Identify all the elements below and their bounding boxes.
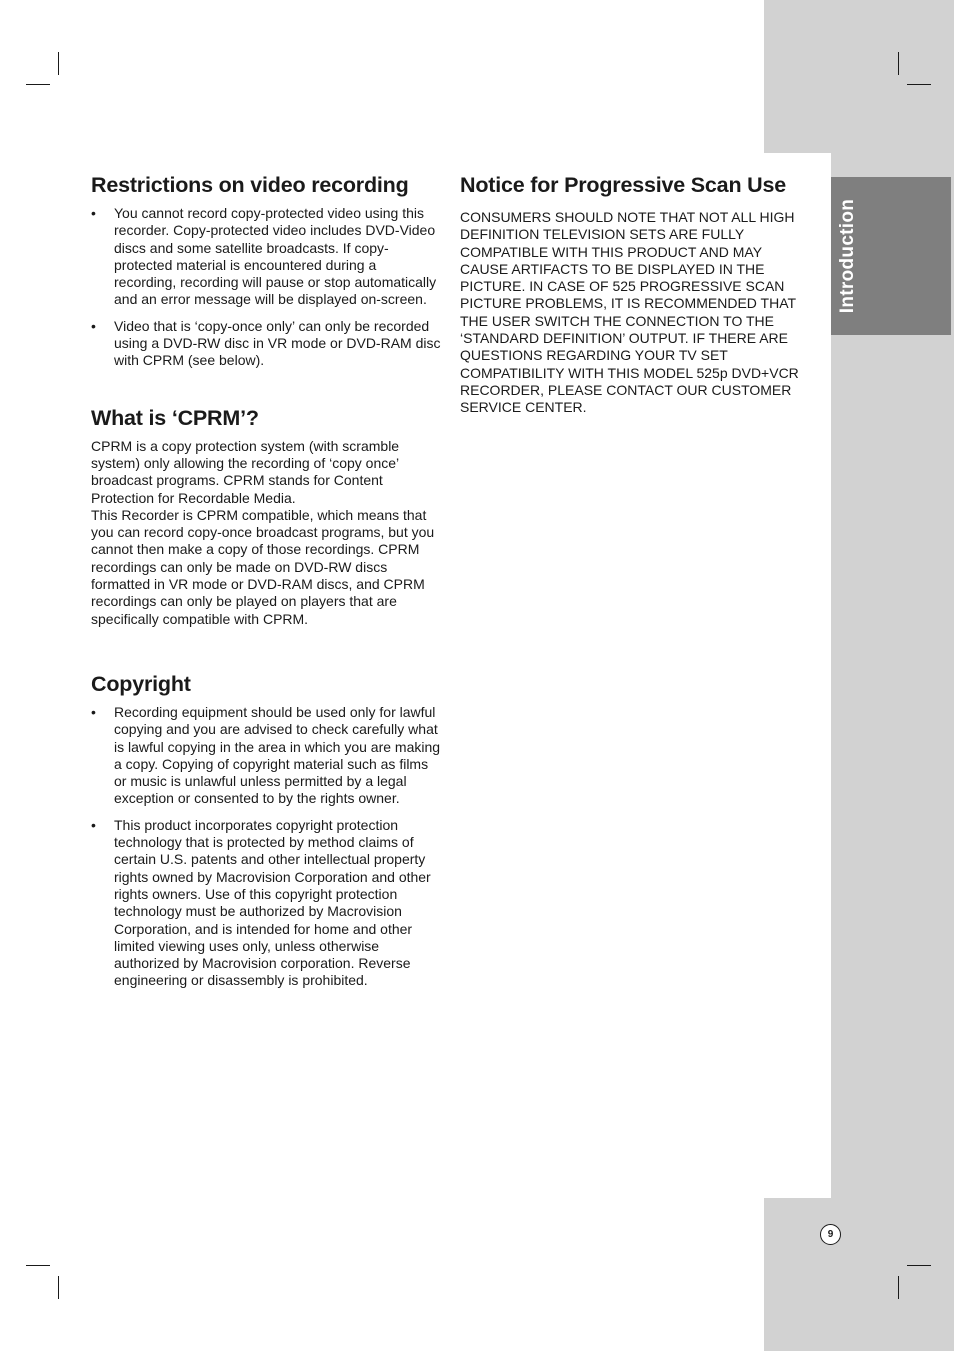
list-item <box>91 205 441 309</box>
list-item <box>91 704 441 808</box>
crop-mark <box>58 52 59 75</box>
restrictions-list <box>91 205 441 370</box>
progressive-scan-heading: Notice for Progressive Scan Use <box>460 173 786 197</box>
list-item-text: This product incorporates copyright protection technology that is protected by method claims of certain U.S. patents and other intellectual property rights owned by Macrovision Corporation and other rights owners. Use of this copyright protection technology must be authorized by Macrovision Corporation, and is intended for home and other limited viewing uses only, unless otherwise authorized by Macrovision corporation. Reverse engineering or disassembly is prohibited. <box>114 816 431 989</box>
cprm-heading: What is ‘CPRM’? <box>91 405 259 430</box>
crop-mark <box>907 84 931 85</box>
progressive-scan-notice: CONSUMERS SHOULD NOTE THAT NOT ALL HIGH DEFINITION TELEVISION SETS ARE FULLY COMPATIBLE WITH THIS PRODUCT AND MAY CAUSE ARTIFACTS TO BE DISPLAYED IN THE PICTURE. IN CASE OF 525 PROGRESSIVE SCAN PICTURE PROBLEMS, IT IS RECOMMENDED THAT THE USER SWITCH THE CONNECTION TO THE ‘STANDARD DEFINITION’ OUTPUT. IF THERE ARE QUESTIONS REGARDING YOUR TV SET COMPATIBILITY WITH THIS MODEL 525p DVD+VCR RECORDER, PLEASE CONTACT OUR CUSTOMER SERVICE CENTER. <box>460 209 799 416</box>
bullet: • <box>91 205 96 221</box>
restrictions-heading: Restrictions on video recording <box>91 173 409 197</box>
list-item-text: You cannot record copy-protected video using this recorder. Copy-protected video includes DVD-Video discs and some satellite broadcasts. If copy-protected material is encountered during a recording, recording will pause or stop automatically and an error message will be displayed on-screen. <box>114 205 437 308</box>
copyright-section <box>91 671 441 990</box>
list-item <box>91 817 441 990</box>
copyright-list <box>91 704 441 990</box>
bullet: • <box>91 703 96 720</box>
bullet: • <box>91 317 96 334</box>
crop-mark <box>898 52 899 75</box>
list-item-text: Recording equipment should be used only for lawful copying and you are advised to check carefully what is lawful copying in the area in which you are making a copy. Copying of copyright material such as films or music is unlawful unless permitted by a legal exception or consented to by the rights owner. <box>114 703 441 807</box>
right-column <box>460 172 806 417</box>
crop-mark <box>26 84 50 85</box>
crop-mark <box>26 1265 50 1266</box>
list-item <box>91 318 441 370</box>
cprm-section <box>91 405 441 628</box>
restrictions-section <box>91 172 441 370</box>
left-column <box>91 172 441 990</box>
bullet: • <box>91 816 96 833</box>
cprm-paragraph: This Recorder is CPRM compatible, which means that you can record copy-once broadcast programs, but you cannot then make a copy of those recordings. CPRM recordings can only be made on DVD-RW discs formatted in VR mode or DVD-RAM discs, and CPRM recordings can only be played on players that are specifically compatible with CPRM. <box>91 506 435 627</box>
crop-mark <box>907 1265 931 1266</box>
crop-mark <box>58 1276 59 1299</box>
copyright-heading: Copyright <box>91 671 191 696</box>
list-item-text: Video that is ‘copy-once only’ can only be recorded using a DVD-RW disc in VR mode or DVD-RAM disc with CPRM (see below). <box>114 317 441 369</box>
page-number: 9 <box>820 1224 841 1245</box>
section-tab-label: Introduction <box>837 198 858 314</box>
cprm-paragraph: CPRM is a copy protection system (with scramble system) only allowing the recording of ‘copy once’ broadcast programs. CPRM stands for Content Protection for Recordable Media. <box>91 437 400 506</box>
crop-mark <box>898 1276 899 1299</box>
